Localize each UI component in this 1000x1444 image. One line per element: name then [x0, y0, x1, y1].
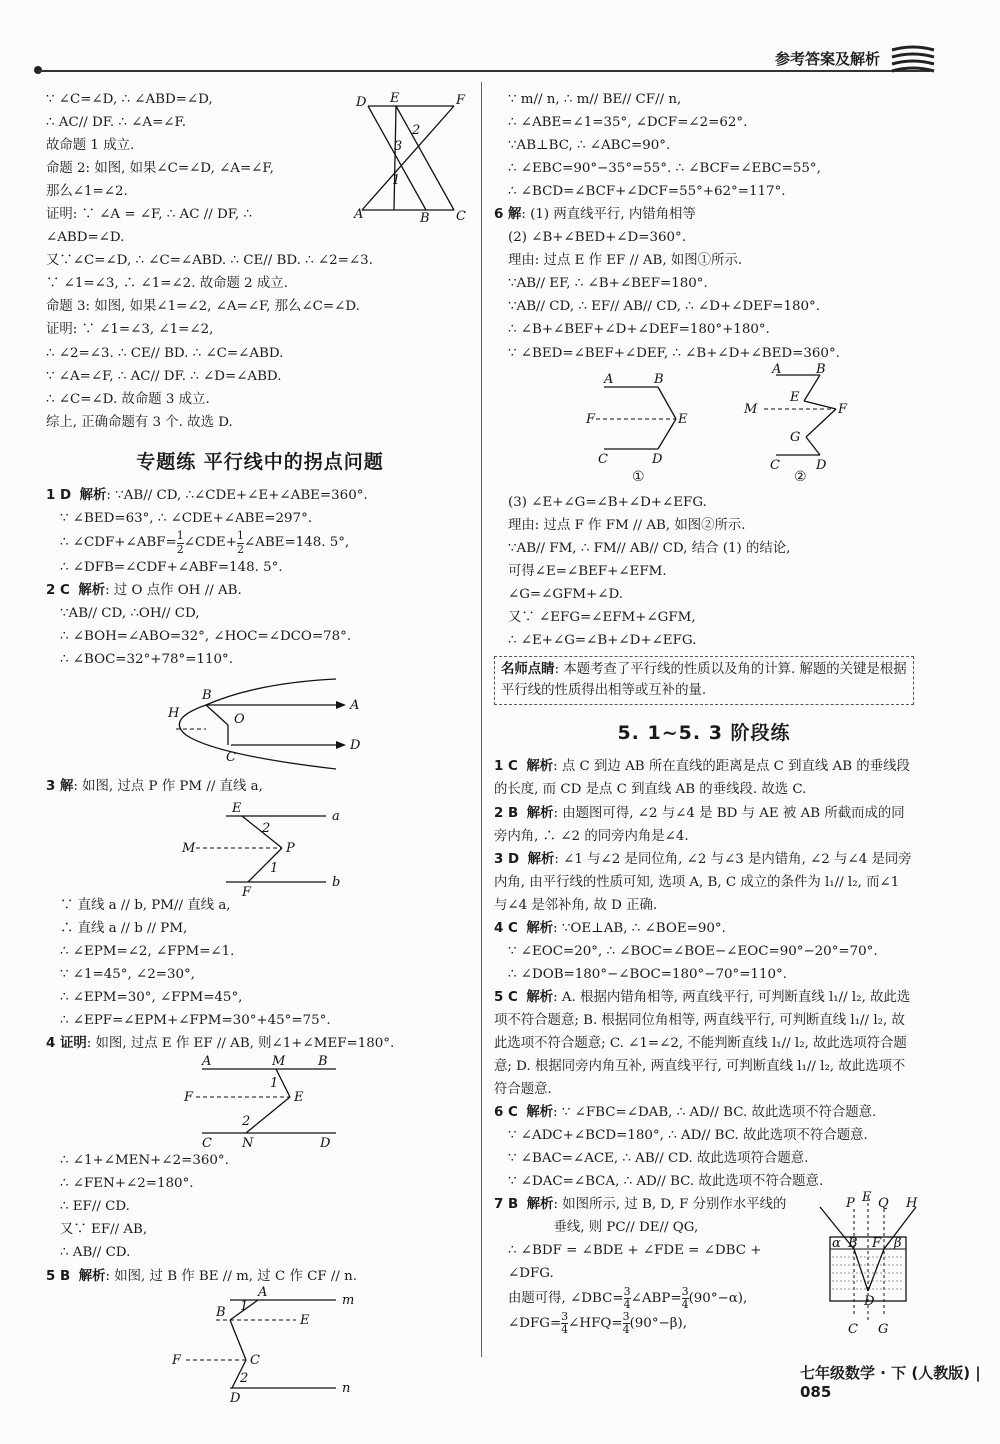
figure-1-label: ① [632, 468, 645, 485]
svg-text:F: F [242, 884, 252, 900]
svg-text:F: F [586, 411, 596, 427]
svg-text:E: E [232, 800, 242, 816]
svg-text:B: B [420, 211, 430, 226]
svg-text:1: 1 [240, 1298, 249, 1314]
text-line: : 点 C 到边 AB 所在直线的距离是点 C 到直线 AB 的垂线段的长度, 而 CD 是点 C 到直线 AB 的垂线段. 故选 C. [494, 759, 910, 798]
text-line: ∠CDE+ [183, 535, 237, 551]
svg-text:H: H [906, 1196, 918, 1212]
svg-text:D: D [652, 451, 663, 467]
text-line: 由题可得, ∠DBC= [508, 1290, 624, 1306]
book-stack-icon [888, 44, 938, 76]
question-number: 2 C [46, 582, 70, 598]
svg-text:a: a [332, 808, 340, 824]
teacher-tip-text: : 本题考查了平行线的性质以及角的计算. 解题的关键是根据平行线的性质得出相等或互补的量. [501, 661, 907, 699]
svg-text:E: E [300, 1312, 310, 1328]
right-column [494, 88, 918, 1338]
figure-parabola [46, 673, 466, 773]
text-line: 又∵ EF// AB, [60, 1222, 148, 1238]
text-line: ∵ m// n, ∴ m// BE// CF// n, [508, 92, 682, 107]
analysis-label: 解析 [78, 1268, 106, 1284]
text-line: : 如图, 过点 P 作 PM // 直线 a, [73, 778, 263, 794]
text-line: : (1) 两直线平行, 内错角相等 [521, 207, 696, 223]
text-line: ∴ ∠DFB=∠CDF+∠ABF=148. 5°. [60, 559, 283, 575]
question-number: 3 D [494, 851, 520, 867]
teacher-tip-box [494, 656, 914, 705]
text-line: ∠DFG= [508, 1315, 562, 1331]
svg-text:A: A [772, 361, 782, 377]
svg-text:2: 2 [262, 820, 271, 836]
svg-text:F: F [456, 93, 466, 108]
figure-water-tank [818, 1190, 918, 1343]
text-line: ∵ ∠1=∠3, ∴ ∠1=∠2. 故命题 2 成立. [46, 276, 288, 292]
text-line: 又∵∠C=∠D, ∴ ∠C=∠ABD. ∴ CE// BD. ∴ ∠2=∠3. [46, 253, 373, 269]
svg-text:Q: Q [878, 1196, 889, 1212]
text-line: ∴ ∠BDF = ∠BDE + ∠FDE = ∠DBC + ∠DFG. [508, 1243, 762, 1282]
svg-text:A: A [354, 207, 364, 222]
svg-text:C: C [250, 1352, 260, 1368]
svg-text:P: P [286, 840, 295, 856]
text-line: ∴ ∠B+∠BEF+∠D+∠DEF=180°+180°. [508, 322, 770, 338]
svg-text:β: β [894, 1236, 902, 1252]
svg-text:C: C [770, 457, 780, 473]
question-number: 1 C [494, 759, 518, 775]
analysis-label: 解析 [78, 582, 106, 598]
text-line: ∴ ∠1+∠MEN+∠2=360°. [60, 1153, 229, 1169]
svg-text:B: B [816, 361, 826, 377]
text-line: ∵AB// FM, ∴ FM// AB// CD, 结合 (1) 的结论, [508, 540, 791, 556]
svg-text:E: E [294, 1090, 304, 1106]
analysis-label: 解析 [526, 1105, 554, 1121]
svg-text:b: b [332, 874, 341, 890]
text-line: 证明: ∵ ∠1=∠3, ∠1=∠2, [46, 322, 214, 338]
svg-text:A: A [258, 1284, 268, 1300]
text-line: ∴ ∠EBC=90°−35°=55°. ∴ ∠BCF=∠EBC=55°, [508, 161, 821, 177]
section-title: 专题练 平行线中的拐点问题 [136, 450, 384, 473]
text-line: ∠G=∠GFM+∠D. [508, 586, 624, 602]
fraction: $\frac{3}{4}$ [623, 1284, 631, 1311]
svg-text:2: 2 [240, 1370, 249, 1386]
text-line: ∵AB⊥BC, ∴ ∠ABC=90°. [508, 138, 671, 154]
text-line: 理由: 过点 F 作 FM // AB, 如图②所示. [508, 517, 746, 533]
question-number: 6 C [494, 1105, 518, 1121]
text-line: ∴ AB// CD. [60, 1245, 131, 1261]
svg-text:B: B [654, 371, 664, 387]
text-line: ∵ ∠DAC=∠BCA, ∴ AD// BC. 故此选项不符合题意. [508, 1174, 824, 1190]
text-line: ∵ ∠ADC+∠BCD=180°, ∴ AD// BC. 故此选项不符合题意. [508, 1128, 868, 1144]
text-line: ∵ ∠BAC=∠ACE, ∴ AB// CD. 故此选项符合题意. [508, 1151, 809, 1167]
text-line: ∵AB// EF, ∴ ∠B+∠BEF=180°. [508, 276, 708, 292]
text-line: ∠ABD=∠D. [46, 230, 125, 246]
text-line: ∠ABE=148. 5°, [243, 535, 350, 551]
text-line: ∴ ∠DOB=180°−∠BOC=180°−70°=110°. [508, 966, 787, 982]
svg-text:A: A [604, 371, 614, 387]
svg-text:A: A [350, 697, 360, 713]
question-number: 1 D [46, 488, 72, 504]
text-line: ∵ ∠A=∠F, ∴ AC// DF. ∴ ∠D=∠ABD. [46, 368, 282, 384]
analysis-label: 解析 [526, 1197, 554, 1213]
fraction: $\frac{1}{2}$ [236, 529, 244, 556]
svg-text:n: n [342, 1380, 351, 1396]
column-divider [481, 82, 482, 1357]
text-line: : A. 根据内错角相等, 两直线平行, 可判断直线 l₁// l₂, 故此选项不符合题意; B. 根据同位角相等, 两直线平行, 可判断直线 l₁// l₂, 故此选项不符合题意; C. ∠1=∠2, 不能判断直线 l₁// l₂, 故此选项符合题意; D. 根据同旁内角互补, 两直线平行, 可判断直线 l₁// l₂, 故此选项不符合题意. [494, 989, 911, 1098]
text-line: ∵ ∠BED=63°, ∴ ∠CDE+∠ABE=297°. [60, 511, 313, 527]
svg-text:E: E [790, 389, 800, 405]
svg-text:3: 3 [394, 139, 403, 154]
text-line: 命题 3: 如图, 如果∠1=∠2, ∠A=∠F, 那么∠C=∠D. [46, 299, 360, 315]
text-line: ∵ ∠EOC=20°, ∴ ∠BOC=∠BOE−∠EOC=90°−20°=70°. [508, 943, 878, 959]
text-line: 可得∠E=∠BEF+∠EFM. [508, 563, 667, 579]
svg-text:E: E [390, 91, 400, 106]
text-line: ∠HFQ= [568, 1315, 623, 1331]
text-line: ∴ ∠EPM=∠2, ∠FPM=∠1. [60, 944, 235, 960]
text-line: 又∵ ∠EFG=∠EFM+∠GFM, [508, 609, 696, 625]
svg-text:D: D [816, 457, 827, 473]
svg-text:D: D [864, 1294, 875, 1310]
fraction: $\frac{3}{4}$ [681, 1284, 689, 1311]
analysis-label: 解析 [526, 759, 554, 775]
analysis-label: 解析 [527, 851, 555, 867]
question-number: 7 B [494, 1197, 519, 1213]
figure-parallel-m-n [46, 1284, 466, 1406]
text-line: ∴ ∠FEN+∠2=180°. [60, 1176, 194, 1192]
svg-text:D: D [356, 95, 367, 110]
text-line: ∴ ∠EPF=∠EPM+∠FPM=30°+45°=75°. [60, 1013, 331, 1029]
svg-text:M: M [182, 840, 196, 856]
text-line: ∵ ∠1=45°, ∠2=30°, [60, 967, 195, 983]
figures-1-2 [494, 361, 914, 491]
svg-text:1: 1 [392, 173, 401, 188]
svg-text:A: A [202, 1054, 212, 1070]
text-line: ∵ ∠BED=∠BEF+∠DEF, ∴ ∠B+∠D+∠BED=360°. [508, 345, 840, 361]
text-line: (2) ∠B+∠BED+∠D=360°. [508, 230, 686, 246]
fraction: $\frac{3}{4}$ [622, 1309, 630, 1336]
text-line: 综上, 正确命题有 3 个. 故选 D. [46, 414, 233, 430]
text-line: (3) ∠E+∠G=∠B+∠D+∠EFG. [508, 494, 707, 510]
text-line: : 过 O 点作 OH // AB. [105, 582, 242, 598]
teacher-tip-label: 名师点睛 [501, 661, 555, 677]
svg-text:P: P [846, 1196, 855, 1212]
text-line: ∴ AC// DF. ∴ ∠A=∠F. [46, 115, 186, 131]
svg-text:1: 1 [270, 860, 279, 876]
text-line: : ∵ ∠FBC=∠DAB, ∴ AD// BC. 故此选项不符合题意. [553, 1105, 877, 1121]
text-line: 故命题 1 成立. [46, 138, 135, 154]
svg-text:B: B [202, 687, 212, 703]
header-title: 参考答案及解析 [774, 50, 880, 68]
svg-text:m: m [342, 1292, 355, 1308]
figure-parallel-ab [46, 800, 466, 900]
svg-text:C: C [226, 749, 236, 765]
svg-text:B: B [848, 1236, 858, 1252]
text-line: 证明: ∵ ∠A = ∠F, ∴ AC // DF, ∴ [46, 207, 252, 223]
svg-text:2: 2 [242, 1114, 251, 1130]
svg-text:M: M [272, 1054, 286, 1070]
svg-text:C: C [598, 451, 608, 467]
text-line: ∴ ∠E+∠G=∠B+∠D+∠EFG. [508, 632, 697, 648]
analysis-label: 解析 [526, 805, 554, 821]
analysis-label: 解析 [526, 989, 554, 1005]
text-line: ∴ ∠BCD=∠BCF+∠DCF=55°+62°=117°. [508, 184, 786, 200]
text-line: ∵ 直线 a // b, PM// 直线 a, [60, 897, 231, 913]
svg-text:D: D [320, 1136, 331, 1152]
text-line: ∴ ∠CDF+∠ABF= [60, 535, 177, 551]
svg-text:1: 1 [270, 1076, 279, 1092]
text-line: ∠ABP= [630, 1290, 682, 1306]
text-line: ∴ ∠2=∠3. ∴ CE// BD. ∴ ∠C=∠ABD. [46, 345, 284, 361]
analysis-label: 解析 [526, 920, 554, 936]
question-number: 4 C [494, 920, 518, 936]
svg-text:E: E [678, 411, 688, 427]
text-line: ∴ ∠C=∠D. 故命题 3 成立. [46, 391, 210, 407]
left-column [46, 88, 474, 1404]
text-line: ∵AB// CD, ∴OH// CD, [60, 605, 200, 621]
text-line: : ∠1 与∠2 是同位角, ∠2 与∠3 是内错角, ∠2 与∠4 是同旁内角, 由平行线的性质可知, 选项 A, B, C 成立的条件为 l₁// l₂, 而∠1 与∠4 是邻补角, 故 D 正确. [494, 851, 912, 913]
question-number: 4 证明 [46, 1036, 87, 1052]
svg-text:F: F [172, 1352, 182, 1368]
question-number: 5 B [46, 1268, 71, 1284]
text-line: : 如图, 过 B 作 BE // m, 过 C 作 CF // n. [105, 1268, 358, 1284]
text-line: ∴ ∠BOC=32°+78°=110°. [60, 651, 233, 667]
question-number: 3 解 [46, 778, 74, 794]
header-rule [38, 70, 930, 72]
figure-2-label: ② [794, 468, 807, 485]
text-line: ∵AB// CD, ∴ EF// AB// CD, ∴ ∠D+∠DEF=180°. [508, 299, 820, 315]
svg-text:F: F [838, 401, 848, 417]
svg-text:M: M [744, 401, 758, 417]
svg-text:D: D [230, 1390, 241, 1406]
svg-text:B: B [216, 1304, 226, 1320]
text-line: 命题 2: 如图, 如果∠C=∠D, ∠A=∠F, [46, 161, 274, 177]
svg-text:2: 2 [412, 123, 421, 138]
text-line: (90°−α), [688, 1290, 748, 1306]
fraction: $\frac{1}{2}$ [176, 529, 184, 556]
analysis-label: 解析 [79, 488, 107, 504]
svg-text:G: G [790, 429, 801, 445]
footer-page-info: 七年级数学 · 下 (人教版) | 085 [800, 1364, 981, 1401]
text-line: ∴ ∠ABE=∠1=35°, ∠DCF=∠2=62°. [508, 115, 748, 131]
svg-text:F: F [872, 1236, 882, 1252]
figure-triangles-1 [354, 91, 470, 226]
fraction: $\frac{3}{4}$ [561, 1309, 569, 1336]
text-line: : ∵AB// CD, ∴∠CDE+∠E+∠ABE=360°. [106, 488, 368, 504]
question-number: 2 B [494, 805, 519, 821]
svg-text:G: G [878, 1322, 889, 1338]
text-line: ∴ 直线 a // b // PM, [60, 920, 188, 936]
question-number: 6 解 [494, 207, 522, 223]
text-line: 理由: 过点 E 作 EF // AB, 如图①所示. [508, 253, 743, 269]
svg-text:N: N [242, 1136, 254, 1152]
text-line: (90°−β), [629, 1315, 687, 1331]
svg-text:B: B [318, 1054, 328, 1070]
svg-text:C: C [848, 1322, 858, 1338]
section-title: 5. 1~5. 3 阶段练 [617, 721, 791, 744]
question-number: 5 C [494, 989, 518, 1005]
text-line: : ∵OE⊥AB, ∴ ∠BOE=90°. [553, 920, 726, 936]
figure-parallel-mn [46, 1054, 466, 1152]
text-line: ∴ ∠EPM=30°, ∠FPM=45°, [60, 990, 243, 1006]
svg-text:O: O [234, 711, 245, 727]
svg-text:C: C [456, 209, 466, 224]
text-line: : 如图, 过点 E 作 EF // AB, 则∠1+∠MEF=180°. [86, 1036, 395, 1052]
text-line: : 如图所示, 过 B, D, F 分别作水平线的垂线, 则 PC// DE// QG, [553, 1197, 787, 1236]
text-line: : 由题图可得, ∠2 与∠4 是 BD 与 AE 被 AB 所截而成的同旁内角, ∴ ∠2 的同旁内角是∠4. [494, 805, 905, 844]
svg-text:F: F [184, 1090, 194, 1106]
text-line: 那么∠1=∠2. [46, 184, 128, 200]
text-line: ∴ ∠BOH=∠ABO=32°, ∠HOC=∠DCO=78°. [60, 628, 352, 644]
svg-text:H: H [168, 705, 180, 721]
svg-text:E: E [862, 1190, 872, 1206]
svg-text:α: α [832, 1236, 841, 1252]
svg-text:C: C [202, 1136, 212, 1152]
text-line: ∴ EF// CD. [60, 1199, 130, 1215]
svg-text:D: D [350, 737, 361, 753]
text-line: ∵ ∠C=∠D, ∴ ∠ABD=∠D, [46, 92, 213, 107]
